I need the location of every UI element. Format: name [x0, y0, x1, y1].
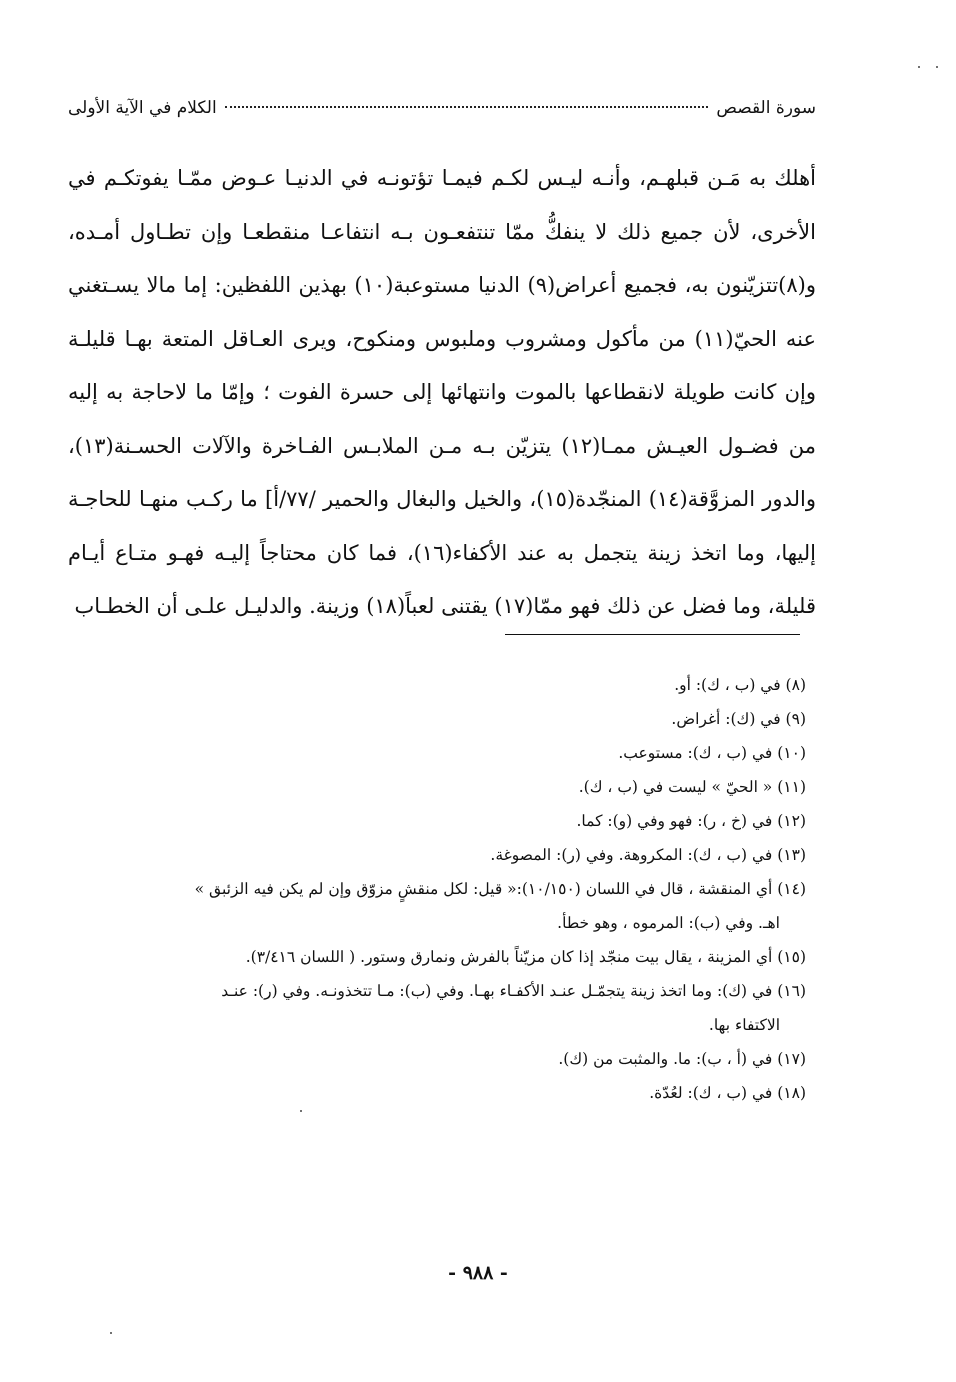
header-topic: الكلام في الآية الأولى [68, 98, 217, 118]
footnote-15: (١٥) أي المزينة ، يقال بيت منجّد إذا كان مزيّناً بالفرش ونمارق وستور. ( اللسان ٣/٤١٦). [245, 948, 806, 966]
footnote-16: (١٦) في (ك): وما اتخذ زينة يتجمّـل عنـد الأكفـاء بهـا. وفي (ب): مـا تتخذونـه. وفي (ر): عنـد [221, 982, 806, 1000]
footnote-10: (١٠) في (ب ، ك): مستوعب. [618, 744, 806, 762]
footnote-13: (١٣) في (ب ، ك): المكروهة. وفي (ر): المصوغة. [490, 846, 806, 864]
footnote-18: (١٨) في (ب ، ك): لعُدّة. [649, 1084, 806, 1102]
footnote-17: (١٧) في (أ ، ب): ما. والمثبت من (ك). [558, 1050, 806, 1068]
footnote-11: (١١) « الحيّ » ليست في (ب ، ك). [578, 778, 806, 796]
footnote-8: (٨) في (ب ، ك): أو. [674, 676, 806, 694]
footnote-14: (١٤) أي المنقشة ، قال في اللسان (١٠/١٥٠):« قيل: لكل منقشٍ مزوّق وإن لم يكن فيه الزئبق » [194, 880, 806, 898]
main-paragraph: أهلك به مَـن قبلهـم، وأنـه ليـس لكـم فيمـا تؤتونـه في الدنيـا عـوض ممّـا يفوتكـم في الأخرى، لأن جميع ذلك لا ينفكُّ ممّا تنتفعـون بـه انتفاعـا منقطعـا وإن تطـاول أمـده، و(٨)تتزيّنون به، فجميع أعراض(٩) الدنيا مستوعبة(١٠) بهذين اللفظين: إما مالا يسـتغني عنه الحيّ(١١) من مأكول ومشروب وملبوس ومنكوح، ويرى العـاقل المتعة بهـا قليلـة وإن كانت طويلة لانقطاعها بالموت وانتهائها إلى حسرة الفوت ؛ وإمّا ما لاحاجة به إليه من فضـول العيـش ممـا(١٢) يتزيّن بـه مـن الملابـس الفـاخرة والآلات الحسـنة(١٣)، والدور المزوَّقة(١٤) المنجّدة(١٥)، والخيل والبغال والحمير /٧٧/أ] ما ركـب منهـا للحاجـة إليها، وما اتخذ زينة يتجمل به عند الأكفاء(١٦)، فما كان محتاجاً إليـه فهـو متـاع أيـام قليلة، وما فضل عن ذلك فهو ممّا(١٧) يقتنى لعباً(١٨) وزينة. والدليـل علـى أن الخطـاب [68, 166, 817, 618]
footnotes [68, 668, 806, 1110]
page-number: - ٩٨٨ - [448, 1262, 508, 1284]
scan-speck [300, 1110, 302, 1112]
footnote-14-continuation: اهـ. وفي (ب): المرموه ، وهو خطأ. [557, 914, 780, 932]
footnote-12: (١٢) في (خ ، ر): فهو وفي (و): كما. [576, 812, 806, 830]
footnote-16-continuation: الاكتفاء بها. [708, 1016, 780, 1034]
main-text [68, 152, 816, 634]
footnote-separator [505, 634, 800, 635]
footnote-9: (٩) في (ك): أغراض. [671, 710, 806, 728]
scan-speck [918, 66, 920, 68]
header-dot-leader [225, 106, 709, 108]
running-header [68, 98, 816, 118]
header-surah-name: سورة القصص [716, 98, 816, 118]
scan-speck [936, 66, 938, 68]
scan-speck [110, 1332, 112, 1334]
